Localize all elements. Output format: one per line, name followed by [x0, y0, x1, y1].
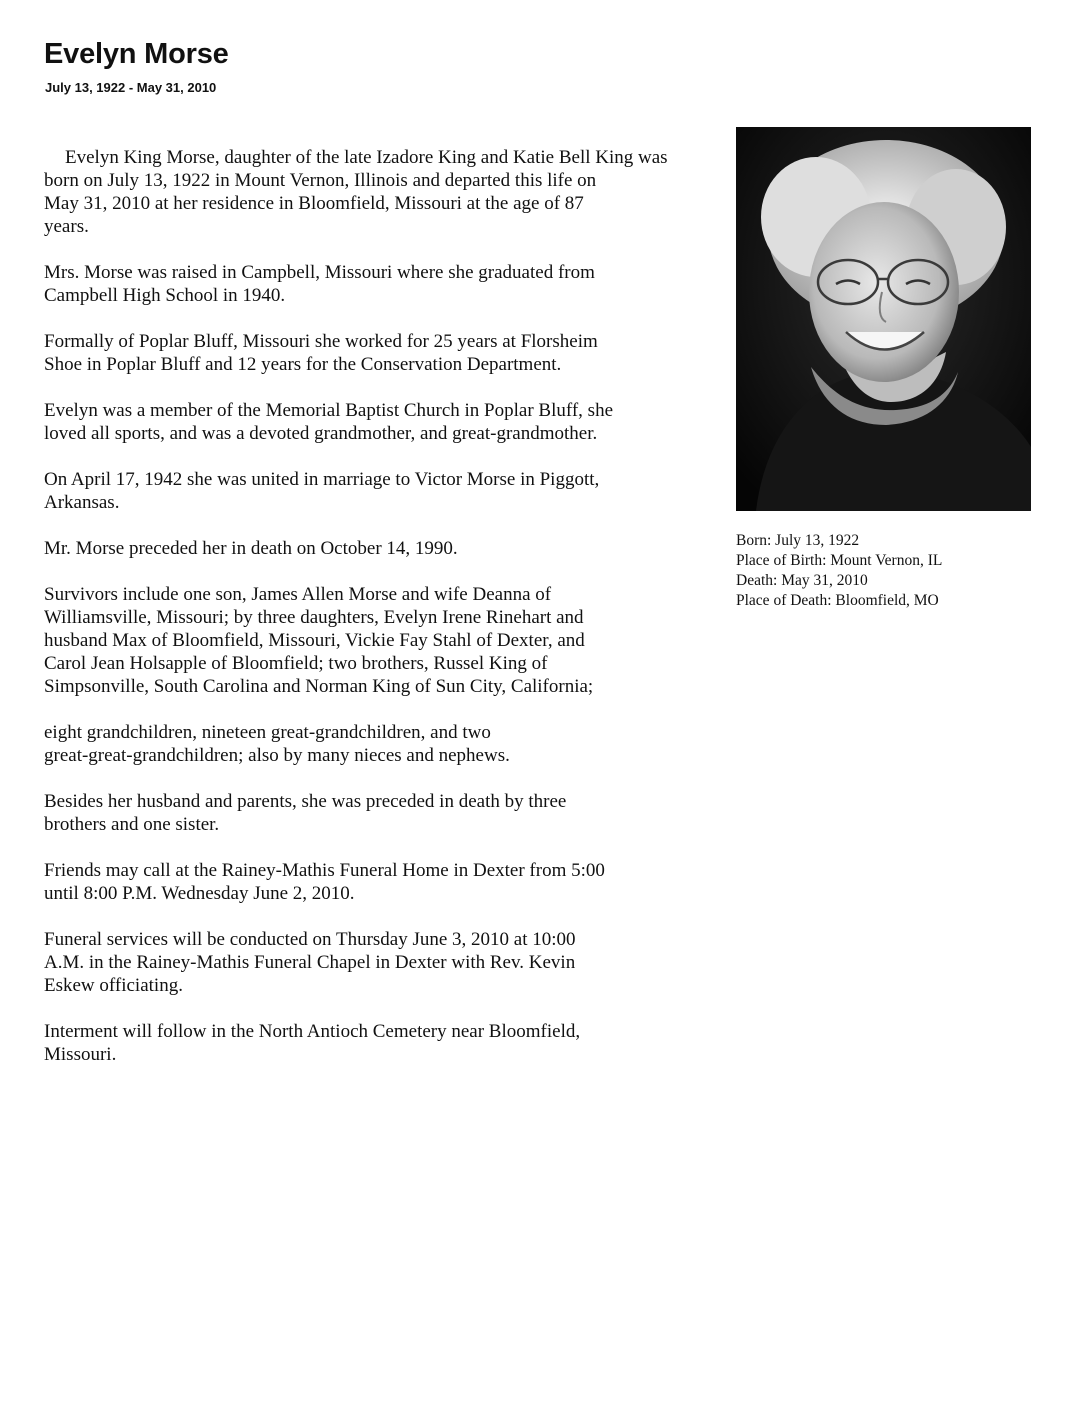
text-line: Mrs. Morse was raised in Campbell, Missouri where she graduated from — [44, 262, 595, 283]
text-line: years. — [44, 216, 89, 237]
paragraph — [44, 790, 744, 836]
text-line: Formally of Poplar Bluff, Missouri she worked for 25 years at Florsheim — [44, 331, 598, 352]
place-of-birth: Place of Birth: Mount Vernon, IL — [736, 552, 943, 569]
text-line: Mr. Morse preceded her in death on October 14, 1990. — [44, 538, 458, 559]
text-line: Campbell High School in 1940. — [44, 285, 286, 306]
text-line: Evelyn was a member of the Memorial Baptist Church in Poplar Bluff, she — [44, 400, 614, 421]
text-line: Simpsonville, South Carolina and Norman King of Sun City, California; — [44, 676, 594, 697]
text-line: great-great-grandchildren; also by many nieces and nephews. — [44, 745, 510, 766]
death-date: Death: May 31, 2010 — [736, 572, 868, 589]
text-line: Shoe in Poplar Bluff and 12 years for the Conservation Department. — [44, 354, 562, 375]
paragraph — [44, 468, 744, 514]
paragraph — [44, 330, 744, 376]
life-dates: July 13, 1922 - May 31, 2010 — [45, 80, 217, 95]
portrait-illustration — [736, 127, 1031, 511]
text-line: eight grandchildren, nineteen great-grandchildren, and two — [44, 722, 491, 743]
paragraph — [44, 146, 744, 238]
portrait-photo — [736, 127, 1031, 511]
paragraph — [44, 928, 744, 997]
obituary-name: Evelyn Morse — [44, 38, 229, 70]
text-line: Funeral services will be conducted on Thursday June 3, 2010 at 10:00 — [44, 929, 576, 950]
text-line: May 31, 2010 at her residence in Bloomfield, Missouri at the age of 87 — [44, 193, 584, 214]
text-line: A.M. in the Rainey-Mathis Funeral Chapel in Dexter with Rev. Kevin — [44, 952, 576, 973]
paragraph — [44, 721, 744, 767]
text-line: Arkansas. — [44, 492, 120, 513]
text-line: loved all sports, and was a devoted grandmother, and great-grandmother. — [44, 423, 598, 444]
text-line: born on July 13, 1922 in Mount Vernon, Illinois and departed this life on — [44, 170, 597, 191]
paragraph — [44, 399, 744, 445]
text-line: On April 17, 1942 she was united in marriage to Victor Morse in Piggott, — [44, 469, 600, 490]
text-line: Friends may call at the Rainey-Mathis Funeral Home in Dexter from 5:00 — [44, 860, 605, 881]
text-line: Missouri. — [44, 1044, 117, 1065]
paragraph — [44, 1020, 744, 1066]
text-line: Survivors include one son, James Allen Morse and wife Deanna of — [44, 584, 552, 605]
place-of-death: Place of Death: Bloomfield, MO — [736, 592, 939, 609]
text-line: Williamsville, Missouri; by three daughters, Evelyn Irene Rinehart and — [44, 607, 584, 628]
paragraph — [44, 859, 744, 905]
text-line: husband Max of Bloomfield, Missouri, Vickie Fay Stahl of Dexter, and — [44, 630, 585, 651]
paragraph — [44, 583, 744, 698]
text-line: Carol Jean Holsapple of Bloomfield; two brothers, Russel King of — [44, 653, 548, 674]
text-line: Eskew officiating. — [44, 975, 183, 996]
born-date: Born: July 13, 1922 — [736, 532, 860, 549]
paragraph — [44, 261, 744, 307]
text-line: brothers and one sister. — [44, 814, 220, 835]
paragraph — [44, 537, 744, 560]
vital-facts — [736, 531, 942, 611]
text-line: until 8:00 P.M. Wednesday June 2, 2010. — [44, 883, 355, 904]
text-line: Evelyn King Morse, daughter of the late Izadore King and Katie Bell King was — [65, 147, 668, 168]
text-line: Besides her husband and parents, she was preceded in death by three — [44, 791, 567, 812]
text-line: Interment will follow in the North Antioch Cemetery near Bloomfield, — [44, 1021, 581, 1042]
obituary-body — [44, 146, 744, 1089]
